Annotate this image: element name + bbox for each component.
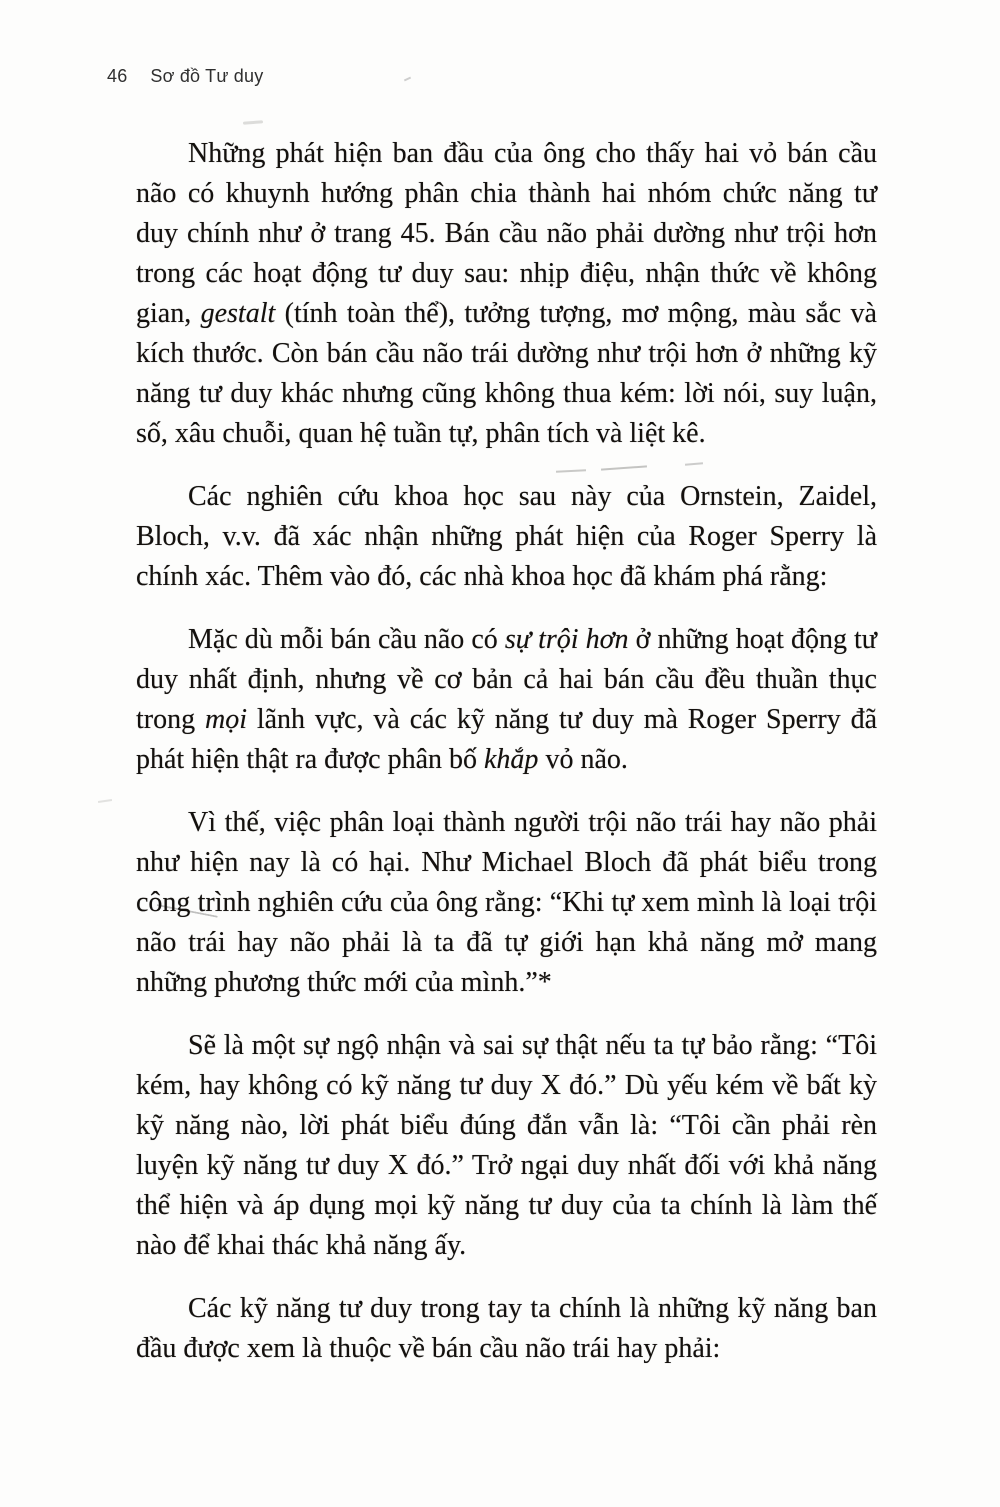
text-run: (tính toàn thể), tưởng tượng, mơ mộng, màu sắc và kích thước. Còn bán cầu não trái dường như trội hơn ở những kỹ năng tư duy khác nhưng cũng không thua kém: lời nói, suy luận, số, xâu chuỗi, quan hệ tuần tự, phân tích và liệt kê.: [136, 298, 877, 449]
paragraph-5: [136, 1026, 877, 1266]
paragraph-6: [136, 1289, 877, 1369]
italic-run: mọi: [204, 704, 247, 735]
text-run: Những phát hiện ban đầu của ông cho thấy hai vỏ bán cầu não có khuynh hướng phân chia thành hai nhóm chức năng tư duy chính như ở trang 45. Bán cầu não phải dường như trội hơn trong các hoạt động tư duy sau: nhịp điệu, nhận thức về không gian,: [136, 138, 877, 329]
running-title: Sơ đồ Tư duy: [150, 66, 264, 86]
paragraph-1: [136, 134, 877, 454]
scan-artifact: [404, 77, 411, 82]
text-run: Sẽ là một sự ngộ nhận và sai sự thật nếu ta tự bảo rằng: “Tôi kém, hay không có kỹ năng tư duy X đó.” Dù yếu kém về bất kỳ kỹ năng nào, lời phát biểu đúng đắn vẫn là: “Tôi cần phải rèn luyện kỹ năng tư duy X đó.” Trở ngại duy nhất đối với khả năng thể hiện và áp dụng mọi kỹ năng tư duy của ta chính là làm thế nào để khai thác khả năng ấy.: [136, 1030, 877, 1261]
text-run: Các kỹ năng tư duy trong tay ta chính là những kỹ năng ban đầu được xem là thuộc về bán cầu não trái hay phải:: [136, 1293, 877, 1364]
text-run: vỏ não.: [538, 744, 628, 775]
text-run: Mặc dù mỗi bán cầu não có: [188, 624, 505, 655]
scan-artifact: [98, 799, 112, 803]
paragraph-2: [136, 477, 877, 597]
running-header: [107, 66, 263, 87]
paragraph-4: [136, 803, 877, 1003]
italic-run: gestalt: [200, 298, 276, 329]
body-text-column: [136, 134, 877, 1369]
page-number: 46: [107, 66, 128, 86]
text-run: ở những hoạt động tư duy nhất định, nhưng về cơ bản cả hai bán cầu đều thuần thục trong: [136, 624, 877, 735]
text-run: Vì thế, việc phân loại thành người trội não trái hay não phải như hiện nay là có hại. Như Michael Bloch đã phát biểu trong công trình nghiên cứu của ông rằng: “Khi tự xem mình là loại trội não trái hay não phải là ta đã tự giới hạn khả năng mở mang những phương thức mới của mình.”*: [136, 807, 877, 998]
italic-run: sự trội hơn: [504, 624, 629, 655]
text-run: lãnh vực, và các kỹ năng tư duy mà Roger Sperry đã phát hiện thật ra được phân bố: [136, 704, 877, 775]
italic-run: khắp: [484, 744, 539, 775]
paragraph-3: [136, 620, 877, 780]
text-run: Các nghiên cứu khoa học sau này của Ornstein, Zaidel, Bloch, v.v. đã xác nhận những phát hiện của Roger Sperry là chính xác. Thêm vào đó, các nhà khoa học đã khám phá rằng:: [136, 481, 877, 592]
scan-artifact: [243, 120, 263, 124]
